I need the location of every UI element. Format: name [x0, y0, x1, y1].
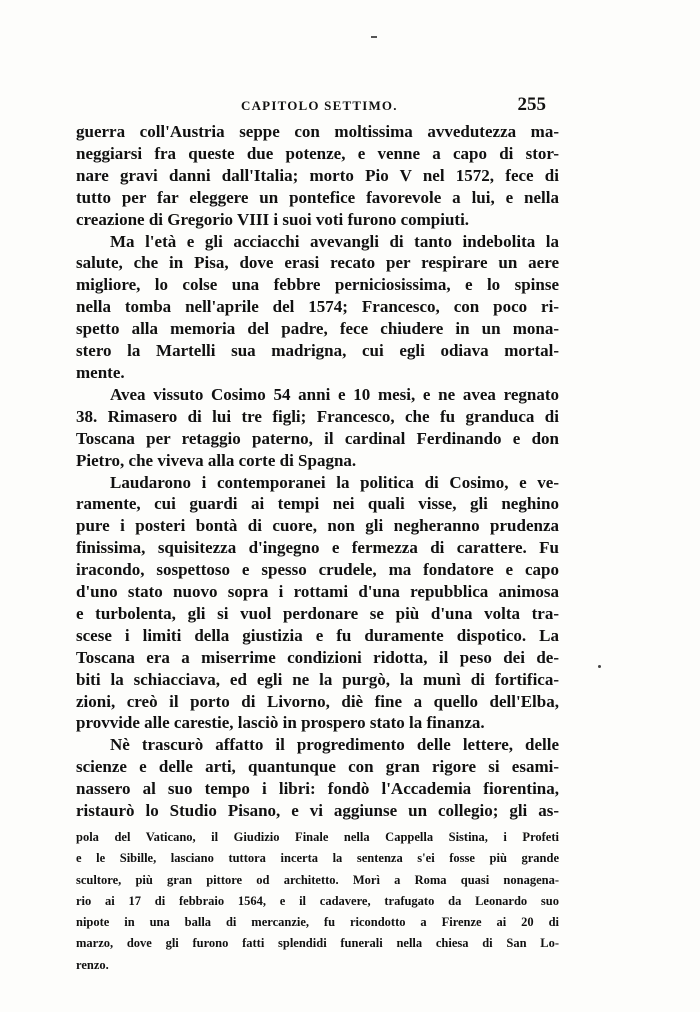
text-line: pure i posteri bontà di cuore, non gli negheranno prudenza: [76, 516, 559, 536]
footnote-line: marzo, dove gli furono fatti splendidi funerali nella chiesa di San Lo-: [76, 936, 559, 951]
page-header: [76, 94, 546, 118]
footnote-line: nipote in una balla di mercanzie, fu ricondotto a Firenze ai 20 di: [76, 915, 559, 930]
text-line: Laudarono i contemporanei la politica di Cosimo, e ve-: [110, 472, 559, 492]
text-line: mente.: [76, 362, 125, 382]
text-line: salute, che in Pisa, dove erasi recato per respirare un aere: [76, 253, 559, 273]
text-line: provvide alle carestie, lasciò in prospero stato la finanza.: [76, 713, 485, 733]
text-line: 38. Rimasero di lui tre figli; Francesco, che fu granduca di: [76, 406, 559, 426]
text-line: e turbolenta, gli si vuol perdonare se più d'una volta tra-: [76, 603, 559, 623]
text-line: stero la Martelli sua madrigna, cui egli odiava mortal-: [76, 341, 559, 361]
text-line: guerra coll'Austria seppe con moltissima avvedutezza ma-: [76, 122, 559, 141]
text-line: migliore, lo colse una febbre perniciosissima, e lo spinse: [76, 275, 559, 295]
text-line: ristaurò lo Studio Pisano, e vi aggiunse un collegio; gli as-: [76, 801, 559, 821]
text-line: nassero al suo tempo i libri: fondò l'Accademia fiorentina,: [76, 779, 559, 799]
text-line: d'uno stato nuovo sopra i rottami d'una repubblica animosa: [76, 582, 559, 602]
text-line: biti la schiacciava, ed egli ne la purgò, la munì di fortifica-: [76, 669, 559, 689]
footnote-line: rio ai 17 di febbraio 1564, e il cadavere, trafugato da Leonardo suo: [76, 893, 559, 908]
footnote-line: pola del Vaticano, il Giudizio Finale nella Cappella Sistina, i Profeti: [76, 830, 559, 844]
text-line: neggiarsi fra queste due potenze, e venne a capo di stor-: [76, 143, 559, 163]
text-line: zioni, creò il porto di Livorno, diè fine a quello dell'Elba,: [76, 691, 559, 711]
text-line: finissima, squisitezza d'ingegno e fermezza di carattere. Fu: [76, 538, 559, 558]
footnote-line: renzo.: [76, 957, 109, 972]
text-line: Avea vissuto Cosimo 54 anni e 10 mesi, e ne avea regnato: [110, 384, 559, 404]
text-line: Ma l'età e gli acciacchi avevangli di tanto indebolita la: [110, 231, 559, 251]
text-line: Toscana per retaggio paterno, il cardinal Ferdinando e don: [76, 428, 559, 448]
running-head: CAPITOLO SETTIMO.: [241, 98, 398, 113]
footnote-line: scultore, più gran pittore od architetto. Morì a Roma quasi nonagena-: [76, 872, 559, 887]
margin-dot: [598, 665, 601, 668]
text-line: scienze e delle arti, quantunque con gran rigore si esami-: [76, 757, 559, 777]
text-line: iracondo, sospettoso e spesso crudele, ma fondatore e capo: [76, 560, 559, 580]
body-text: [76, 121, 559, 822]
page-mark: [371, 36, 377, 38]
text-line: creazione di Gregorio VIII i suoi voti furono compiuti.: [76, 209, 470, 229]
page-number: 255: [517, 94, 546, 115]
text-line: spetto alla memoria del padre, fece chiudere in un mona-: [76, 319, 559, 339]
footnote-line: e le Sibille, lasciano tuttora incerta la sentenza s'ei fosse più grande: [76, 851, 559, 866]
text-line: ramente, cui guardi ai tempi nei quali visse, gli neghino: [76, 494, 559, 514]
text-line: Nè trascurò affatto il progredimento delle lettere, delle: [110, 735, 559, 755]
text-line: nella tomba nell'aprile del 1574; Francesco, con poco ri-: [76, 297, 559, 317]
text-line: tutto per far eleggere un pontefice favorevole a lui, e nella: [76, 187, 559, 207]
text-line: nare gravi danni dall'Italia; morto Pio V nel 1572, fece di: [76, 165, 559, 185]
text-line: Toscana era a miserrime condizioni ridotta, il peso dei de-: [76, 647, 559, 667]
text-line: Pietro, che viveva alla corte di Spagna.: [76, 450, 357, 470]
text-line: scese i limiti della giustizia e fu duramente dispotico. La: [76, 625, 559, 645]
footnote: [76, 827, 559, 976]
